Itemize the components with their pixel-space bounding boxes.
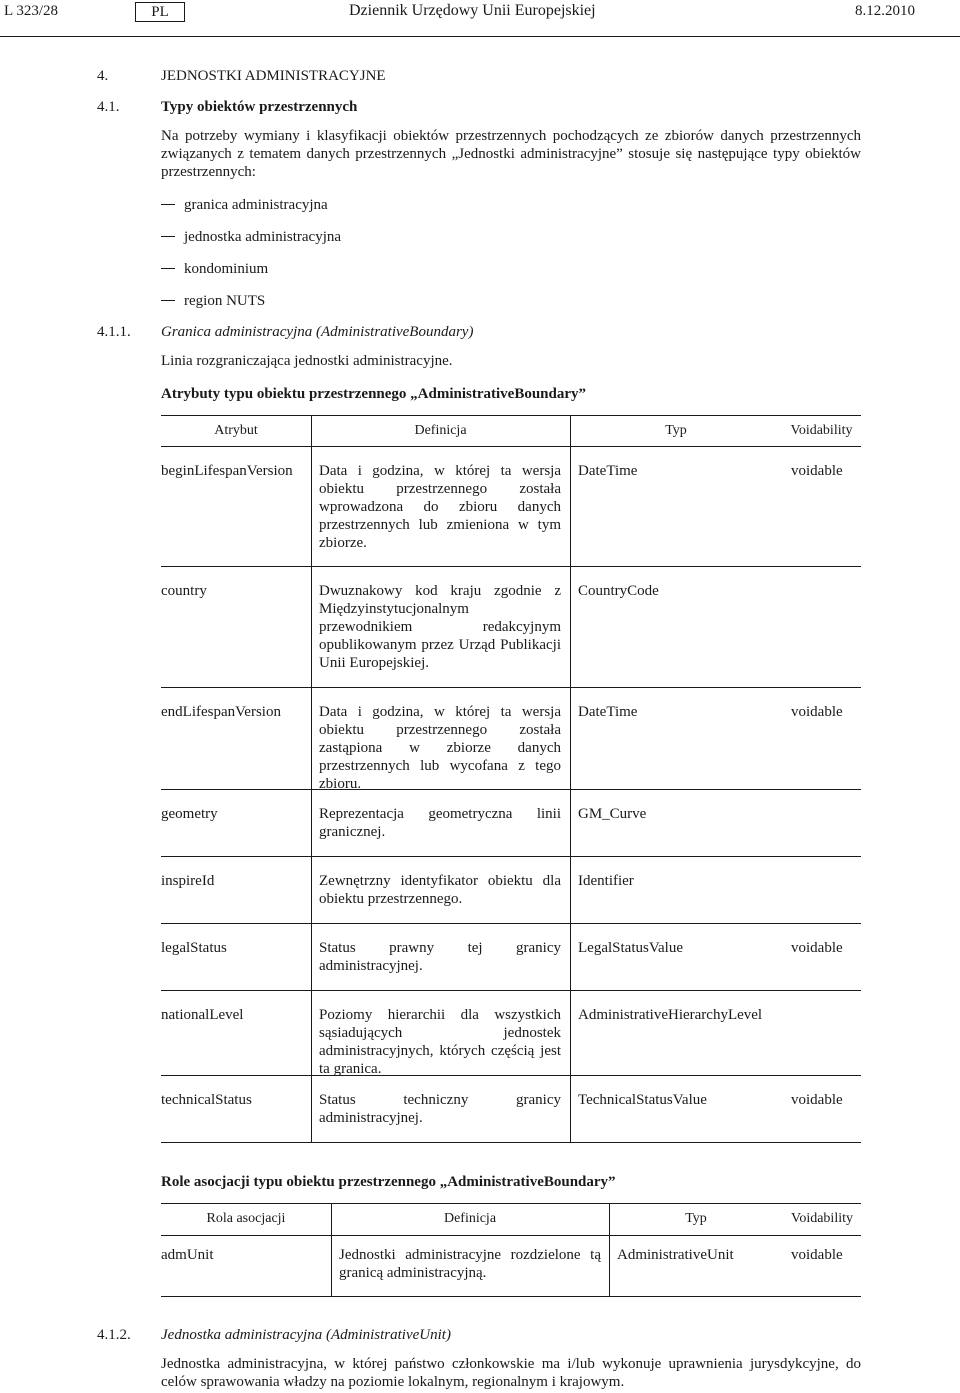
table-cell-voidability: voidable <box>791 1092 843 1108</box>
table-cell-voidability: voidable <box>791 940 843 956</box>
table-cell-definition: Status prawny tej granicy administracyjnej. <box>319 940 561 974</box>
table-cell-type: DateTime <box>578 463 638 479</box>
type-description: Linia rozgraniczająca jednostki administracyjne. <box>161 353 453 369</box>
table-cell-attribute: country <box>161 583 207 599</box>
page-reference: L 323/28 <box>4 3 59 19</box>
table-rule <box>161 923 861 924</box>
table-rule <box>161 415 861 416</box>
table-header-role: Rola asocjacji <box>206 1211 286 1226</box>
subsubsection-title: Granica administracyjna (AdministrativeBoundary) <box>161 324 474 340</box>
subsection-title: Typy obiektów przestrzennych <box>161 99 358 115</box>
table-header-voidability: Voidability <box>791 1211 853 1226</box>
table-cell-attribute: nationalLevel <box>161 1007 244 1023</box>
header-divider <box>0 36 960 37</box>
dash-marker <box>161 236 175 237</box>
intro-paragraph: Na potrzeby wymiany i klasyfikacji obiektów przestrzennych pochodzących ze zbiorów danych przestrzennych związanych z tematem danych przestrzennych „Jednostki administracyjne” stosuje się następujące typy obiektów przestrzennych: <box>161 128 861 180</box>
association-heading: Role asocjacji typu obiektu przestrzennego „AdministrativeBoundary” <box>161 1174 616 1190</box>
table-cell-type: AdministrativeUnit <box>617 1247 734 1263</box>
table-cell-definition: Jednostki administracyjne rozdzielone tą granicą administracyjną. <box>339 1247 601 1281</box>
list-item: jednostka administracyjna <box>161 228 341 246</box>
table-cell-attribute: beginLifespanVersion <box>161 463 293 479</box>
subsubsection-title: Jednostka administracyjna (AdministrativeUnit) <box>161 1327 451 1343</box>
publication-date: 8.12.2010 <box>855 3 915 19</box>
table-cell-type: DateTime <box>578 704 638 720</box>
table-cell-attribute: endLifespanVersion <box>161 704 281 720</box>
table-cell-definition: Data i godzina, w której ta wersja obiektu przestrzennego została zastąpiona w zbiorze danych przestrzennych lub wycofana z tego zbioru. <box>319 704 561 792</box>
table-cell-definition: Dwuznakowy kod kraju zgodnie z Międzyinstytucjonalnym przewodnikiem redakcyjnym opublikowanym przez Urząd Publikacji Unii Europejskiej. <box>319 583 561 671</box>
list-item: granica administracyjna <box>161 196 328 214</box>
table-rule <box>161 990 861 991</box>
section-title: JEDNOSTKI ADMINISTRACYJNE <box>161 68 386 84</box>
journal-title: Dziennik Urzędowy Unii Europejskiej <box>349 2 596 19</box>
language-code-box: PL <box>135 2 185 22</box>
table-rule <box>161 1235 861 1236</box>
table-cell-type: AdministrativeHierarchyLevel <box>578 1007 763 1023</box>
column-divider <box>609 1203 610 1296</box>
table-cell-type: TechnicalStatusValue <box>578 1092 707 1108</box>
type-description: Jednostka administracyjna, w której państwo członkowskie ma i/lub wykonuje uprawnienia jurysdykcyjne, do celów sprawowania władzy na poziomie lokalnym, regionalnym i krajowym. <box>161 1356 861 1390</box>
table-cell-type: GM_Curve <box>578 806 647 822</box>
table-cell-role: admUnit <box>161 1247 214 1263</box>
table-header-type: Typ <box>665 423 687 438</box>
subsubsection-number: 4.1.1. <box>97 324 131 340</box>
table-header-type: Typ <box>685 1211 707 1226</box>
table-cell-attribute: geometry <box>161 806 218 822</box>
table-cell-voidability: voidable <box>791 704 843 720</box>
list-item: kondominium <box>161 260 268 278</box>
table-rule <box>161 687 861 688</box>
table-cell-definition: Poziomy hierarchii dla wszystkich sąsiadujących jednostek administracyjnych, których częścią jest ta granica. <box>319 1007 561 1077</box>
table-cell-type: LegalStatusValue <box>578 940 683 956</box>
dash-marker <box>161 268 175 269</box>
table-rule <box>161 446 861 447</box>
table-cell-definition: Reprezentacja geometryczna linii granicznej. <box>319 806 561 840</box>
table-header-definition: Definicja <box>414 423 467 438</box>
table-cell-voidability: voidable <box>791 463 843 479</box>
table-rule <box>161 1296 861 1297</box>
table-cell-voidability: voidable <box>791 1247 843 1263</box>
table-rule <box>161 789 861 790</box>
table-cell-type: CountryCode <box>578 583 659 599</box>
list-item: region NUTS <box>161 292 265 310</box>
section-number: 4. <box>97 68 109 84</box>
column-divider <box>311 415 312 1142</box>
subsection-number: 4.1. <box>97 99 120 115</box>
dash-marker <box>161 204 175 205</box>
table-cell-definition: Status techniczny granicy administracyjnej. <box>319 1092 561 1126</box>
table-cell-definition: Zewnętrzny identyfikator obiektu dla obiektu przestrzennego. <box>319 873 561 907</box>
table-cell-definition: Data i godzina, w której ta wersja obiektu przestrzennego została wprowadzona do zbioru danych przestrzennych lub zmieniona w tym zbiorze. <box>319 463 561 551</box>
column-divider <box>570 415 571 1142</box>
column-divider <box>331 1203 332 1296</box>
attributes-heading: Atrybuty typu obiektu przestrzennego „AdministrativeBoundary” <box>161 386 587 402</box>
table-rule <box>161 566 861 567</box>
table-header-definition: Definicja <box>443 1211 497 1226</box>
table-header-voidability: Voidability <box>790 423 853 438</box>
table-rule <box>161 1203 861 1204</box>
table-rule <box>161 856 861 857</box>
table-cell-type: Identifier <box>578 873 634 889</box>
table-rule <box>161 1142 861 1143</box>
table-header-attribute: Atrybut <box>214 423 258 438</box>
table-cell-attribute: legalStatus <box>161 940 227 956</box>
table-cell-attribute: inspireId <box>161 873 215 889</box>
table-cell-attribute: technicalStatus <box>161 1092 252 1108</box>
subsubsection-number: 4.1.2. <box>97 1327 131 1343</box>
table-rule <box>161 1075 861 1076</box>
dash-marker <box>161 300 175 301</box>
